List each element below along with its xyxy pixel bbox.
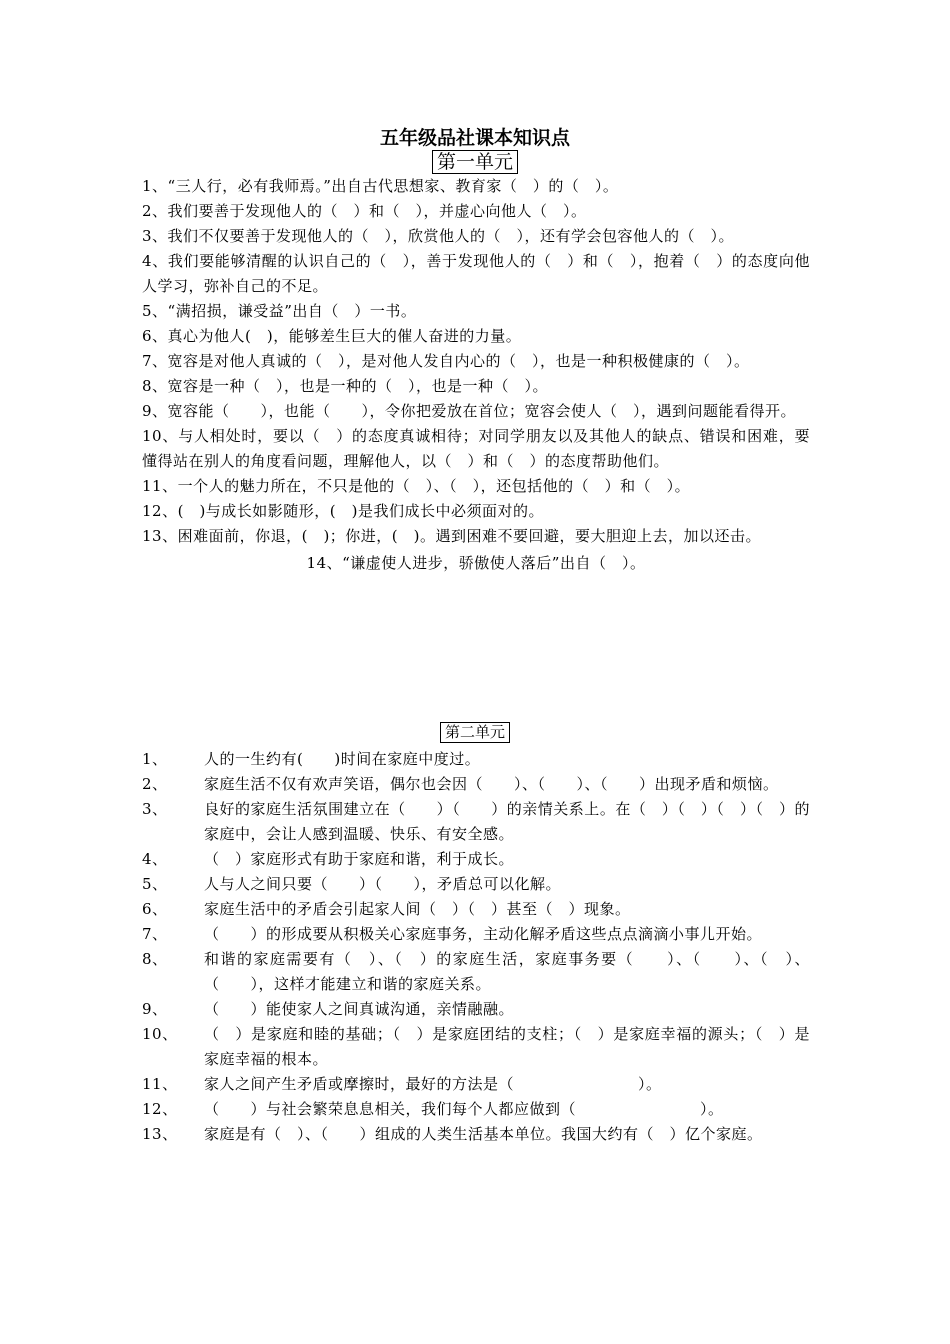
page-title: 五年级品社课本知识点: [379, 127, 570, 149]
item-number: 5、: [142, 875, 168, 893]
item-text: 家庭是有（ ）、（ ）组成的人类生活基本单位。我国大约有（ ）亿个家庭。: [204, 1125, 763, 1143]
item-number: 12、: [142, 1100, 178, 1118]
list-item: [142, 797, 810, 847]
list-item: [142, 872, 810, 897]
question-item: 6、真心为他人( )，能够差生巨大的催人奋进的力量。: [142, 327, 522, 345]
unit1-heading-box: [0, 150, 950, 174]
question-item: 7、宽容是对他人真诚的（ ），是对他人发自内心的（ ），也是一种积极健康的（ ）。: [142, 352, 750, 370]
list-item: [142, 772, 810, 797]
item-text: （ ）能使家人之间真诚沟通，亲情融融。: [204, 1000, 515, 1018]
item-number: 8、: [142, 950, 168, 968]
item-text: 和谐的家庭需要有（ ）、（ ）的家庭生活，家庭事务要（ ）、（ ）、（ ）、（ ），这样才能建立和谐的家庭关系。: [204, 950, 810, 993]
list-item: [142, 1022, 810, 1072]
question-item: 4、我们要能够清醒的认识自己的（ ），善于发现他人的（ ）和（ ），抱着（ ）的态度向他人学习，弥补自己的不足。: [142, 252, 810, 295]
question-item: 3、我们不仅要善于发现他人的（ ），欣赏他人的（ ），还有学会包容他人的（ ）。: [142, 227, 735, 245]
item-text: （ ）的形成要从积极关心家庭事务，主动化解矛盾这些点点滴滴小事儿开始。: [204, 925, 763, 943]
unit2-question-list: [142, 747, 810, 1147]
item-number: 4、: [142, 850, 168, 868]
list-item: [142, 1097, 810, 1122]
item-text: 人的一生约有( )时间在家庭中度过。: [204, 750, 481, 768]
list-item: [142, 947, 810, 997]
item-number: 9、: [142, 1000, 168, 1018]
item-text: （ ）与社会繁荣息息相关，我们每个人都应做到（ ）。: [204, 1100, 724, 1118]
list-item: [142, 1122, 810, 1147]
item-number: 11、: [142, 1075, 178, 1093]
item-text: 家人之间产生矛盾或摩擦时，最好的方法是（ ）。: [204, 1075, 662, 1093]
question-item: 1、“三人行，必有我师焉。”出自古代思想家、教育家（ ）的（ ）。: [142, 177, 619, 195]
unit2-heading: 第二单元: [440, 722, 510, 743]
list-item: [142, 747, 810, 772]
list-item: [142, 847, 810, 872]
question-item: 2、我们要善于发现他人的（ ）和（ ），并虚心向他人（ ）。: [142, 202, 587, 220]
list-item: [142, 922, 810, 947]
question-item: 12、( )与成长如影随形，( )是我们成长中必须面对的。: [142, 502, 544, 520]
list-item: [142, 997, 810, 1022]
question-item: 14、“谦虚使人进步，骄傲使人落后”出自（ ）。: [306, 554, 646, 572]
item-text: 人与人之间只要（ ）（ ），矛盾总可以化解。: [204, 875, 562, 893]
item-number: 7、: [142, 925, 168, 943]
question-item: 5、“满招损，谦受益”出自（ ）一书。: [142, 302, 417, 320]
question-item: 11、一个人的魅力所在，不只是他的（ ）、（ ），还包括他的（ ）和（ ）。: [142, 477, 691, 495]
question-item: 10、与人相处时，要以（ ）的态度真诚相待；对同学朋友以及其他人的缺点、错误和困难，要懂得站在别人的角度看问题，理解他人，以（ ）和（ ）的态度帮助他们。: [142, 427, 810, 470]
item-text: 家庭生活中的矛盾会引起家人间（ ）（ ）甚至（ ）现象。: [204, 900, 631, 918]
question-item: 13、困难面前，你退，( )；你进，( )。遇到困难不要回避，要大胆迎上去，加以还击。: [142, 527, 761, 545]
item-text: 家庭生活不仅有欢声笑语，偶尔也会因（ ）、（ ）、（ ）出现矛盾和烦恼。: [204, 775, 779, 793]
item-number: 3、: [142, 800, 168, 818]
unit1-heading: 第一单元: [432, 150, 518, 174]
question-item: 8、宽容是一种（ ），也是一种的（ ），也是一种（ ）。: [142, 377, 549, 395]
item-text: 良好的家庭生活氛围建立在（ ）（ ）的亲情关系上。在（ ）（ ）（ ）（ ）的家庭中，会让人感到温暖、快乐、有安全感。: [204, 800, 810, 843]
unit2-heading-box: [0, 722, 950, 743]
item-text: （ ）家庭形式有助于家庭和谐，利于成长。: [204, 850, 515, 868]
item-number: 2、: [142, 775, 168, 793]
list-item: [142, 897, 810, 922]
unit1-question-list: [142, 174, 810, 576]
list-item: [142, 1072, 810, 1097]
item-number: 1、: [142, 750, 168, 768]
item-text: （ ）是家庭和睦的基础；（ ）是家庭团结的支柱；（ ）是家庭幸福的源头；（ ）是家庭幸福的根本。: [204, 1025, 810, 1068]
item-number: 13、: [142, 1125, 178, 1143]
item-number: 10、: [142, 1025, 178, 1043]
question-item: 9、宽容能（ ），也能（ ），令你把爱放在首位；宽容会使人（ ），遇到问题能看得开。: [142, 402, 797, 420]
item-number: 6、: [142, 900, 168, 918]
